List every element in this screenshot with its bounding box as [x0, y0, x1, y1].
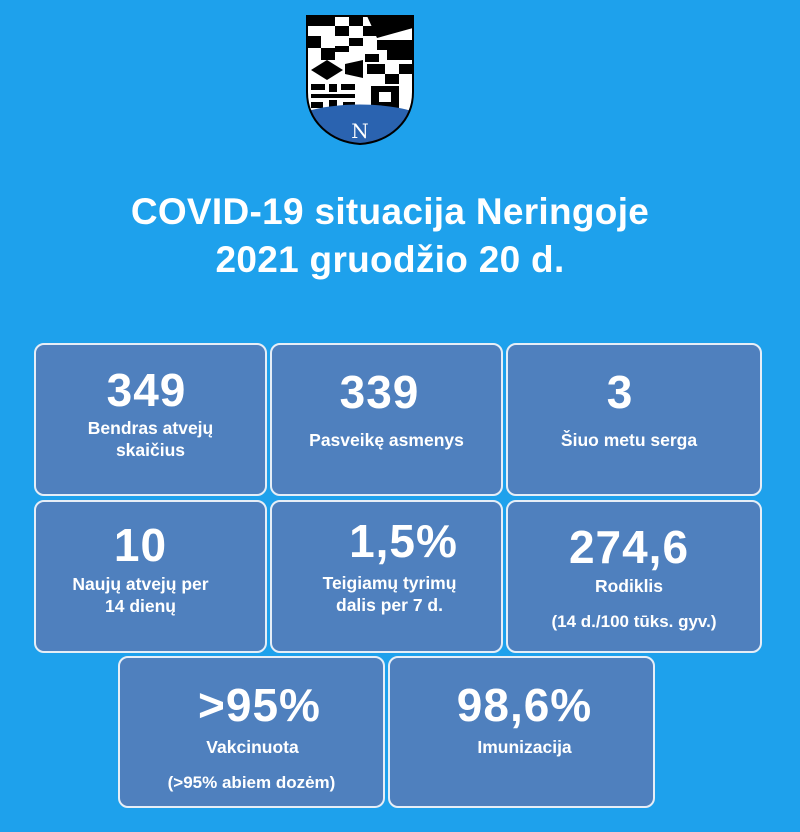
stat-label: Šiuo metu serga: [560, 430, 698, 450]
neringa-coat-of-arms: [305, 14, 415, 146]
page-title: COVID-19 situacija Neringoje: [130, 191, 650, 232]
stat-value: 1,5%: [349, 515, 458, 567]
stat-label: Bendras atvejų skaičius: [87, 418, 214, 460]
stat-value: 3: [606, 366, 634, 418]
stat-value: 10: [113, 519, 168, 571]
stat-label: Teigiamų tyrimų dalis per 7 d.: [322, 573, 457, 615]
stat-value: 274,6: [568, 521, 690, 573]
page-date: 2021 gruodžio 20 d.: [215, 239, 565, 280]
stat-value: 349: [106, 364, 187, 416]
stat-card-vaccinated: [118, 656, 385, 808]
stat-label: Vakcinuota: [206, 737, 299, 757]
stat-label: Rodiklis: [594, 576, 664, 596]
stat-card-total-cases: [34, 343, 267, 496]
stat-value: 98,6%: [456, 679, 593, 731]
stat-value: >95%: [198, 679, 321, 731]
stat-note: (14 d./100 tūks. gyv.): [551, 612, 717, 631]
stat-card-immunization: [388, 656, 655, 808]
stat-card-positive-tests: [270, 500, 503, 653]
stat-label: Pasveikę asmenys: [309, 430, 464, 450]
crest-letter: N: [351, 119, 369, 143]
stat-label: Naujų atvejų per 14 dienų: [72, 574, 209, 616]
stat-note: (>95% abiem dozėm): [167, 773, 336, 792]
stat-card-incidence-rate: [506, 500, 762, 653]
stat-card-new-cases-14d: [34, 500, 267, 653]
stat-card-currently-sick: [506, 343, 762, 496]
stat-value: 339: [339, 366, 420, 418]
stat-card-recovered: [270, 343, 503, 496]
stat-label: Imunizacija: [477, 737, 572, 757]
